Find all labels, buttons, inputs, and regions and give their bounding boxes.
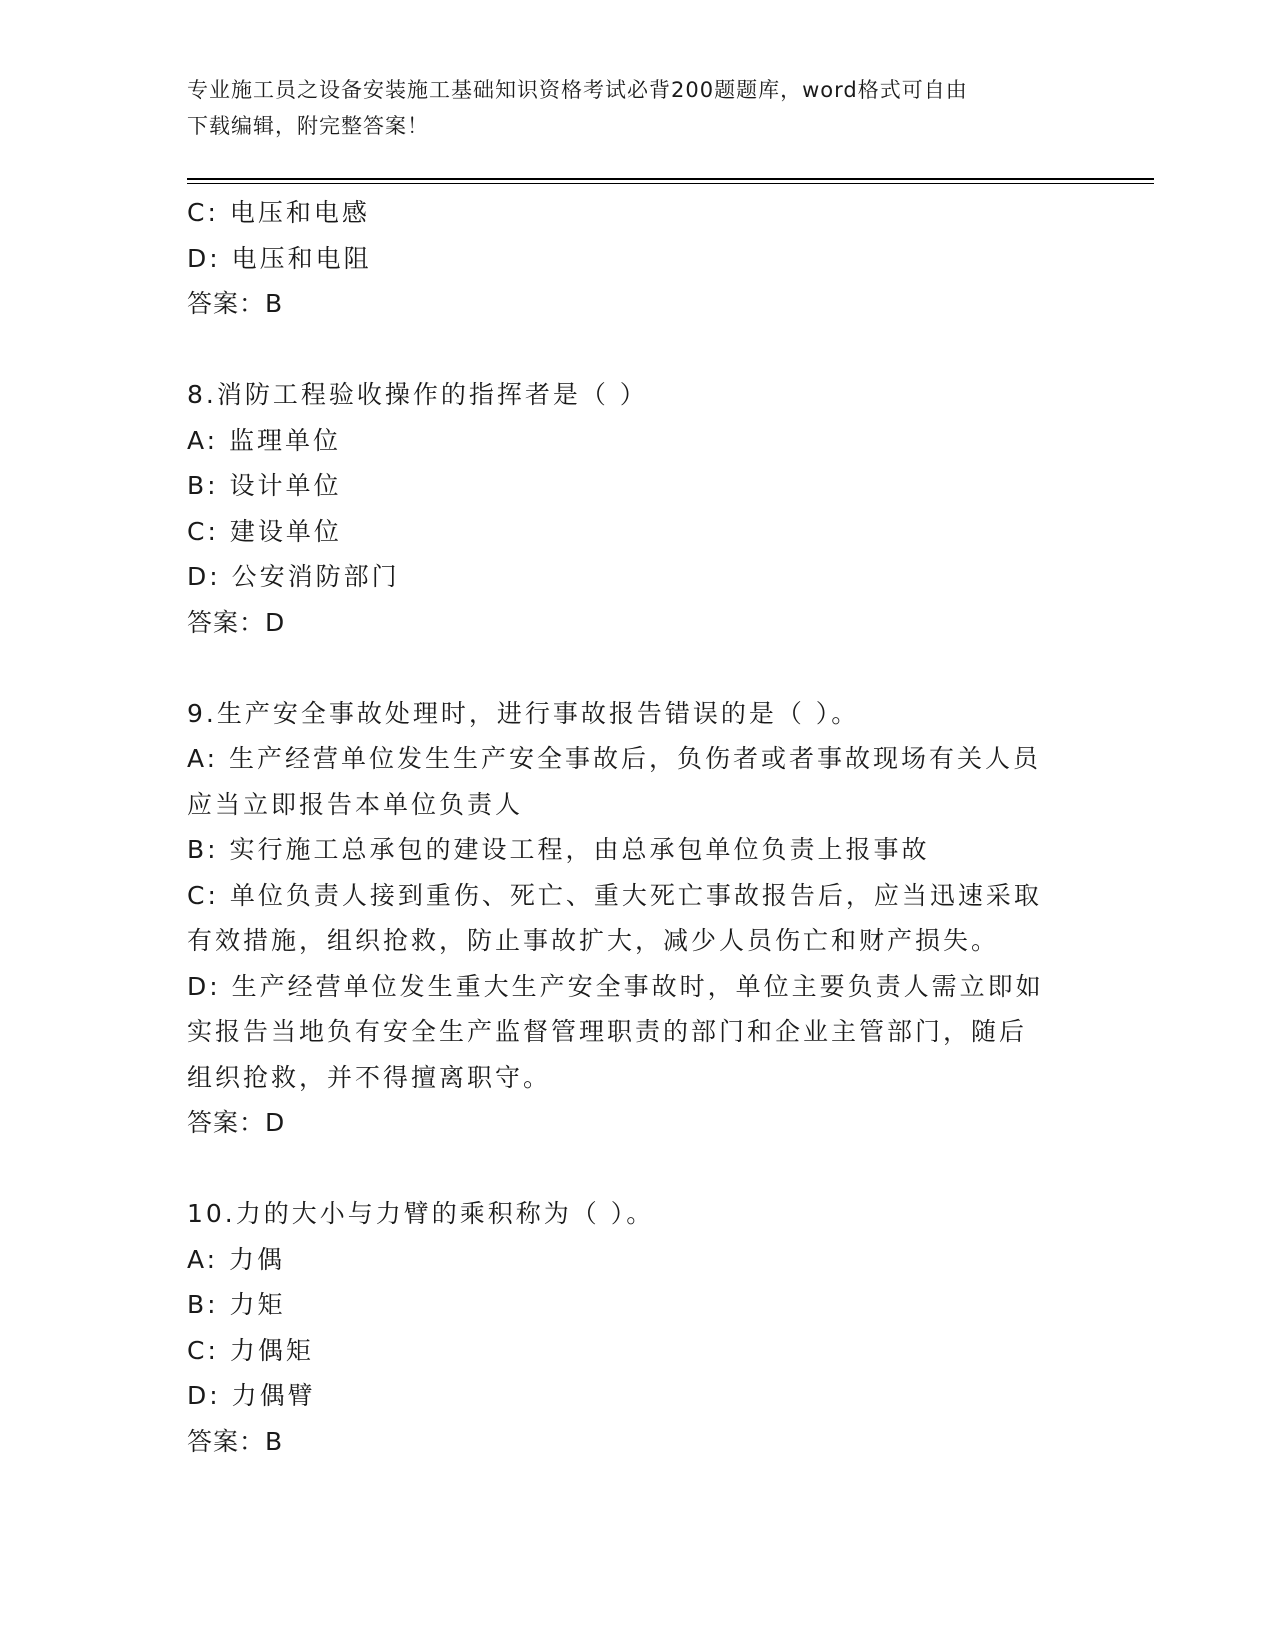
header-title-line-2: 下载编辑，附完整答案！ — [187, 114, 429, 138]
question-8 — [187, 372, 1077, 645]
spacer — [187, 645, 1077, 691]
spacer — [187, 1146, 1077, 1192]
q10-option-a: A: 力偶 — [187, 1244, 286, 1274]
question-9 — [187, 691, 1077, 1146]
q10-option-c: C: 力偶矩 — [187, 1335, 314, 1365]
question-10 — [187, 1191, 1077, 1464]
question-7-tail — [187, 190, 1077, 327]
q8-stem: 8.消防工程验收操作的指挥者是（ ） — [187, 380, 648, 409]
q9-stem: 9.生产安全事故处理时，进行事故报告错误的是（ ）。 — [187, 698, 860, 728]
header-rule-thin — [187, 183, 1154, 184]
q7-option-d: D: 电压和电阻 — [187, 243, 372, 273]
q9-option-d-line-1: D: 生产经营单位发生重大生产安全事故时，单位主要负责人需立即如 — [187, 971, 1044, 1001]
q8-option-a: A: 监理单位 — [187, 425, 342, 455]
q9-option-a-line-1: A: 生产经营单位发生生产安全事故后，负伤者或者事故现场有关人员 — [187, 744, 1042, 773]
q7-answer: 答案：B — [187, 289, 284, 318]
header-title-line-1: 专业施工员之设备安装施工基础知识资格考试必背200题题库，word格式可自由 — [187, 78, 968, 102]
q9-option-d-line-2: 实报告当地负有安全生产监督管理职责的部门和企业主管部门，随后 — [187, 1017, 1028, 1046]
q10-stem: 10.力的大小与力臂的乘积称为（ ）。 — [187, 1199, 655, 1228]
q10-option-d: D: 力偶臂 — [187, 1381, 316, 1410]
q9-option-d-line-3: 组织抢救，并不得擅离职守。 — [187, 1062, 552, 1092]
q10-answer: 答案：B — [187, 1426, 284, 1456]
q10-option-b: B: 力矩 — [187, 1290, 286, 1319]
question-content — [187, 190, 1077, 1464]
q9-option-b: B: 实行施工总承包的建设工程，由总承包单位负责上报事故 — [187, 835, 930, 864]
q9-option-c-line-1: C: 单位负责人接到重伤、死亡、重大死亡事故报告后，应当迅速采取 — [187, 880, 1042, 910]
q9-option-a-line-2: 应当立即报告本单位负责人 — [187, 789, 524, 819]
spacer — [187, 327, 1077, 373]
q8-option-d: D: 公安消防部门 — [187, 562, 400, 591]
q7-option-c: C: 电压和电感 — [187, 198, 370, 227]
document-header — [187, 72, 1067, 144]
q9-answer: 答案：D — [187, 1108, 286, 1137]
q8-answer: 答案：D — [187, 607, 286, 637]
q8-option-b: B: 设计单位 — [187, 471, 342, 500]
q9-option-c-line-2: 有效措施，组织抢救，防止事故扩大，减少人员伤亡和财产损失。 — [187, 926, 1000, 955]
header-rule-thick — [187, 178, 1154, 180]
q8-option-c: C: 建设单位 — [187, 516, 342, 546]
